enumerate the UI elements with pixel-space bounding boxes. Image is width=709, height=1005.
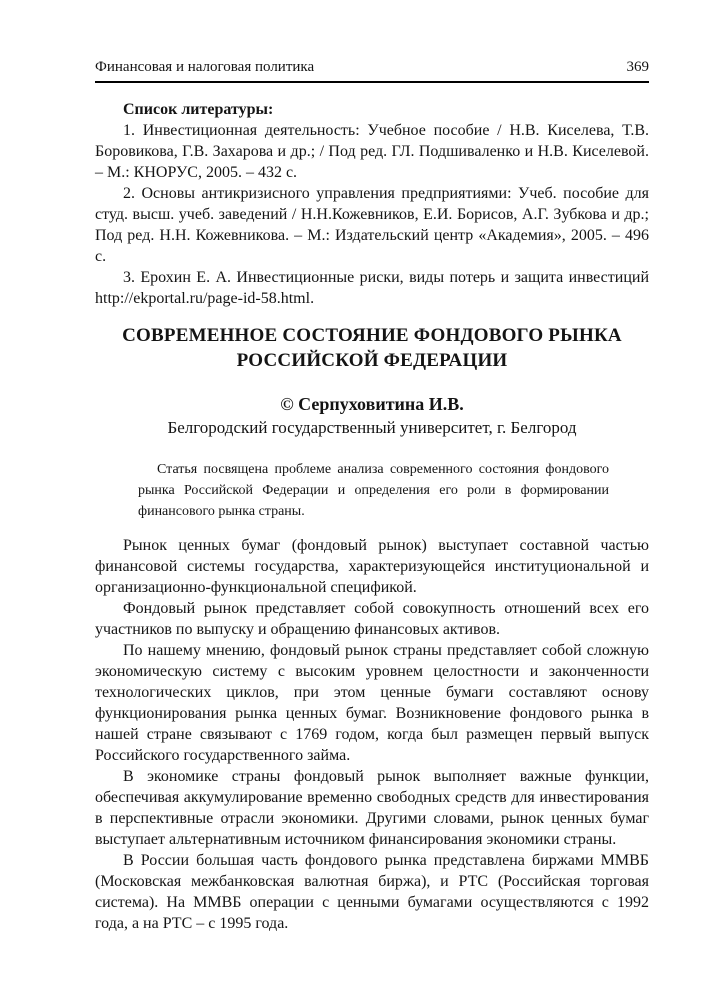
article-title-line: СОВРЕМЕННОЕ СОСТОЯНИЕ ФОНДОВОГО РЫНКА	[122, 325, 622, 346]
reference-item: 2. Основы антикризисного управления предприятиями: Учеб. пособие для студ. высш. учеб. заведений / Н.Н.Кожевников, Е.И. Борисов, А.Г. Зубкова и др.; Под ред. Н.Н. Кожевникова. – М.: Издательский центр «Академия», 2005. – 496 с.	[95, 185, 649, 265]
body-paragraph: В России большая часть фондового рынка представлена биржами ММВБ (Московская межбанковская валютная биржа), и РТС (Российская торговая система). На ММВБ операции с ценными бумагами осуществляются с 1992 года, а на РТС – с 1995 года.	[95, 852, 649, 932]
body-paragraph: В экономике страны фондовый рынок выполняет важные функции, обеспечивая аккумулирование временно свободных средств для инвестирования в перспективные отрасли экономики. Другими словами, рынок ценных бумаг выступает альтернативным источником финансирования экономики страны.	[95, 768, 649, 848]
body-paragraph: По нашему мнению, фондовый рынок страны представляет собой сложную экономическую систему с высоким уровнем целостности и законченности технологических циклов, при этом ценные бумаги составляют основу функционирования рынка ценных бумаг. Возникновение фондового рынка в нашей стране связывают с 1769 годом, когда был размещен первый выпуск Российского государственного займа.	[95, 642, 649, 764]
page-header	[95, 58, 649, 83]
body-paragraph: Фондовый рынок представляет собой совокупность отношений всех его участников по выпуску и обращению финансовых активов.	[95, 600, 649, 638]
body-paragraph: Рынок ценных бумаг (фондовый рынок) выступает составной частью финансовой системы государства, характеризующейся институциональной и организационно-функциональной спецификой.	[95, 537, 649, 596]
article-title-line: РОССИЙСКОЙ ФЕДЕРАЦИИ	[236, 350, 508, 371]
references-heading: Список литературы:	[123, 101, 274, 118]
reference-item: 3. Ерохин Е. А. Инвестиционные риски, виды потерь и защита инвестиций http://ekportal.ru/page-id-58.html.	[95, 269, 649, 307]
article-abstract: Статья посвящена проблеме анализа современного состояния фондового рынка Российской Федерации и определения его роли в формировании финансового рынка страны.	[138, 462, 609, 519]
article-body	[95, 535, 649, 934]
article-affiliation: Белгородский государственный университет, г. Белгород	[167, 418, 577, 437]
article-title	[95, 323, 649, 373]
reference-item: 1. Инвестиционная деятельность: Учебное пособие / Н.В. Киселева, Т.В. Боровикова, Г.В. Захарова и др.; / Под ред. ГЛ. Подшиваленко и Н.В. Киселевой. – М.: КНОРУС, 2005. – 432 с.	[95, 122, 649, 181]
references-section	[95, 99, 649, 309]
article-section	[95, 323, 649, 934]
article-author: © Серпуховитина И.В.	[280, 394, 464, 414]
running-title: Финансовая и налоговая политика	[95, 59, 315, 75]
page-number: 369	[626, 59, 649, 75]
